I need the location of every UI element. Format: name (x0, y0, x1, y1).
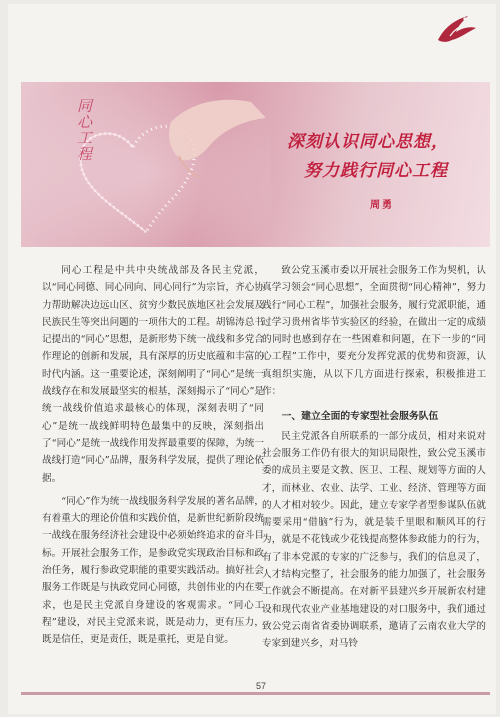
paragraph: 致公党玉溪市委以开展社会服务工作为契机，认真学习领会“同心思想”，全面贯彻“同心精神”，努力践行“同心工程”，加强社会服务，履行党派职能，通过学习贵州省毕节实验区的经验，在做出一定的成绩的同时也感到存在一些困难和问题，在下一步的“同心工程”工作中，要充分发挥党派的优势和资源，认真组织实施，从以下几方面进行探索，积极推进工作： (262, 265, 486, 398)
bird-logo-icon (434, 10, 478, 50)
heart-hand-illustration (21, 82, 271, 247)
footer-rule (21, 692, 490, 695)
left-column (42, 262, 264, 649)
page-number: 57 (256, 681, 267, 691)
paragraph: 同心工程是中共中央统战部及各民主党派，以“同心同德、同心同向、同心同行”为宗旨，齐心协力帮助解决边远山区、贫穷少数民族地区社会发展及民族民生等突出问题的一项伟大的工程。胡锦涛总书记提出的“同心”思想，是新形势下统一战线和多党合作理论的创新和发展，具有深厚的历史底蕴和丰富的时代内涵。这一重要论述，深刻阐明了“同心”是统一战线存在和发展最坚实的根基，深刻揭示了“同心”是统一战线价值追求最核心的体现，深刻表明了“同心”是统一战线鲜明特色最集中的反映，深刻指出了“同心”是统一战线作用发挥最重要的保障，为统一战线打造“同心”品牌，服务科学发展，提供了理论依据。 (42, 265, 264, 484)
paragraph: “同心”作为统一战线服务科学发展的著名品牌，有着重大的理论价值和实践价值，是新世纪新阶段统一战线在服务经济社会建设中必须始终追求的奋斗目标。开展社会服务工作，是参政党实现政治目标和政治任务，履行参政党职能的重要实践活动。搞好社会服务工作既是与执政党同心同德，共创伟业的内在要求，也是民主党派自身建设的客观需求。“同心工程”建设，对民主党派来说，既是动力，更有压力，既是信任，更是责任，既是重托，更是自觉。 (42, 495, 264, 646)
banner-vertical-title: 同心工程 (75, 98, 93, 162)
article-author: 周勇 (370, 200, 394, 211)
section-heading: 一、建立全面的专家型社会服务队伍 (281, 411, 439, 423)
right-column (262, 262, 486, 653)
paragraph: 民主党派各自所联系的一部分成员，相对来说对社会服务工作仍有很大的知识局限性，致公党玉溪市委的成员主要是文教、医卫、工程、规划等方面的人才，而林业、农业、法学、工业、经济、管理等方面的人才相对较少。因此，建立专家学者型参谋队伍就需要采用“借脑”行为，就是装千里眼和顺风耳的行为，就是不花钱或少花钱提高整体参政能力的行为，有了非本党派的专家的广泛参与，我们的信息灵了，人才结构完整了，社会服务的能力加强了，社会服务工作就会不断提高。在对新平县建兴乡开展新农村建设和现代农业产业基地建设的对口服务中，我们通过致公党云南省省委协调联系，邀请了云南农业大学的专家到建兴乡，对马铃 (262, 430, 486, 650)
article-title-line-1: 深刻认识同心思想， (287, 132, 449, 152)
article-title-line-2: 努力践行同心工程 (304, 161, 448, 181)
